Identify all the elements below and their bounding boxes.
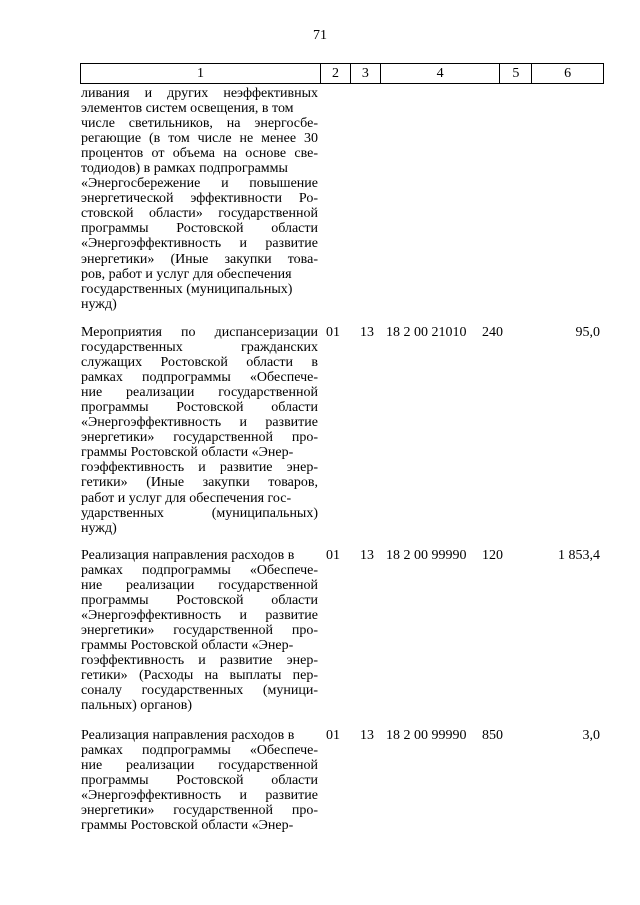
text-line: «Энергоэффективность и развитие: [81, 608, 318, 624]
expense-type-code: 850: [482, 728, 503, 743]
row-description: [81, 728, 318, 833]
section-code: 01: [326, 325, 340, 340]
row-description: [81, 548, 318, 714]
text-line: «Энергоэффективность и развитие: [81, 236, 318, 252]
text-line: стовской области» государственной: [81, 206, 318, 222]
text-line: ливания и других неэффективных: [81, 86, 318, 101]
text-line: гоэффективность и развитие энер-: [81, 653, 318, 669]
text-line: рамках подпрограммы «Обеспече-: [81, 563, 318, 579]
text-line: регающие (в том числе не менее 30: [81, 131, 318, 147]
text-line: энергетики» (Иные закупки това-: [81, 251, 318, 267]
table-header-row: [80, 63, 604, 84]
target-article-code: 18 2 00 21010: [386, 325, 467, 340]
text-line: ние реализации государственной: [81, 758, 318, 774]
text-line: граммы Ростовской области «Энер-: [81, 445, 294, 461]
section-code: 01: [326, 728, 340, 743]
subsection-code: 13: [360, 728, 374, 743]
text-line: элементов систем освещения, в том: [81, 101, 294, 117]
text-line: рамках подпрограммы «Обеспече-: [81, 743, 318, 759]
text-line: ров, работ и услуг для обеспечения: [81, 266, 292, 282]
text-line: государственных (муниципальных): [81, 281, 293, 297]
page-number: 71: [313, 28, 327, 43]
text-line: нужд): [81, 296, 117, 312]
text-line: программы Ростовской области: [81, 221, 318, 237]
text-line: работ и услуг для обеспечения гос-: [81, 490, 292, 506]
header-col-2: 2: [320, 64, 350, 83]
text-line: ние реализации государственной: [81, 578, 318, 594]
text-line: нужд): [81, 520, 117, 536]
text-line: государственных гражданских: [81, 340, 318, 356]
text-line: «Энергосбережение и повышение: [81, 176, 318, 192]
text-line: Реализация направления расходов в: [81, 728, 295, 743]
text-line: программы Ростовской области: [81, 400, 318, 416]
text-line: гетики» (Иные закупки товаров,: [81, 475, 318, 491]
header-col-6: 6: [531, 64, 603, 83]
subsection-code: 13: [360, 548, 374, 563]
text-line: Мероприятия по диспансеризации: [81, 325, 318, 340]
expense-type-code: 240: [482, 325, 503, 340]
text-line: гоэффективность и развитие энер-: [81, 460, 318, 476]
expense-type-code: 120: [482, 548, 503, 563]
text-line: программы Ростовской области: [81, 773, 318, 789]
text-line: гетики» (Расходы на выплаты пер-: [81, 668, 318, 684]
amount: 95,0: [575, 325, 600, 340]
amount: 1 853,4: [558, 548, 600, 563]
text-line: «Энергоэффективность и развитие: [81, 788, 318, 804]
row-description: [81, 325, 318, 536]
text-line: энергетики» государственной про-: [81, 623, 318, 639]
text-line: энергетики» государственной про-: [81, 803, 318, 819]
text-line: «Энергоэффективность и развитие: [81, 415, 318, 431]
text-line: ние реализации государственной: [81, 385, 318, 401]
amount: 3,0: [582, 728, 600, 743]
subsection-code: 13: [360, 325, 374, 340]
header-col-1: 1: [197, 66, 205, 81]
text-line: числе светильников, на энергосбе-: [81, 116, 318, 132]
text-line: служащих Ростовской области в: [81, 355, 318, 371]
header-col-5: 5: [499, 64, 531, 83]
text-line: пальных) органов): [81, 698, 192, 714]
text-line: граммы Ростовской области «Энер-: [81, 818, 294, 834]
row-description: [81, 86, 318, 312]
section-code: 01: [326, 548, 340, 563]
text-line: рамках подпрограммы «Обеспече-: [81, 370, 318, 386]
text-line: соналу государственных (муници-: [81, 683, 318, 699]
text-line: процентов от объема на основе све-: [81, 146, 318, 162]
header-col-4: 4: [380, 64, 500, 83]
target-article-code: 18 2 00 99990: [386, 548, 467, 563]
text-line: энергетики» государственной про-: [81, 430, 318, 446]
header-col-3: 3: [350, 64, 380, 83]
text-line: Реализация направления расходов в: [81, 548, 295, 563]
text-line: ударственных (муниципальных): [81, 505, 318, 521]
text-line: тодиодов) в рамках подпрограммы: [81, 161, 288, 177]
text-line: энергетической эффективности Ро-: [81, 191, 318, 207]
target-article-code: 18 2 00 99990: [386, 728, 467, 743]
text-line: программы Ростовской области: [81, 593, 318, 609]
text-line: граммы Ростовской области «Энер-: [81, 638, 294, 654]
